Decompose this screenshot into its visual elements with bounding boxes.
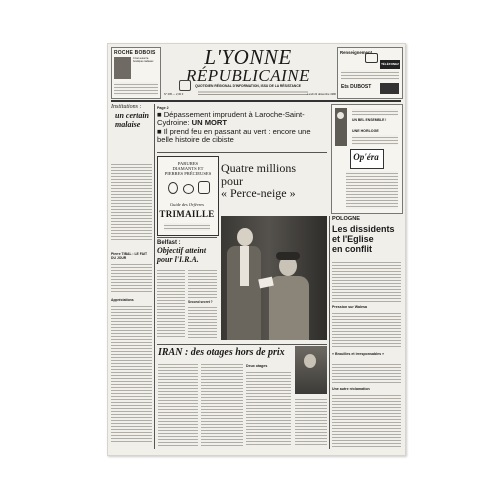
ring-icon (183, 184, 194, 194)
left-col-headline: un certain malaise (115, 111, 150, 129)
belfast-kicker: Belfast : (157, 240, 181, 246)
feature-headline-line2: pour (221, 173, 243, 188)
belfast-subhead: Second secret ? (188, 300, 213, 304)
left-ad-box (111, 47, 161, 99)
poland-kicker: POLOGNE (332, 216, 360, 222)
telephone-icon (365, 53, 378, 63)
right-ad-clock (331, 104, 403, 214)
masthead-title (162, 45, 334, 85)
feature-photo (221, 216, 327, 340)
jewelry-brand: TRIMAILLE (159, 209, 215, 219)
left-ad-text: C'est aussi la boutique cadeaux (133, 57, 154, 63)
feature-headline (221, 162, 327, 200)
feature-headline-line1: Quatre millions (221, 161, 296, 175)
brief-item-2: ■ Il prend feu en passant au vert : encore une belle histoire de cibiste (157, 126, 311, 145)
brooch-icon (198, 181, 210, 194)
jewelry-line2: DIAMANTS ET (172, 166, 204, 171)
brief-item-1-emphasis: UN MORT (191, 118, 228, 128)
brief-item-1: ■ Dépassement imprudent à Laroche-Saint-Cydroine: UN MORT (157, 110, 305, 128)
feature-headline-line3: « Perce-neige » (221, 186, 296, 200)
clock-title: UNE HORLOGE (352, 129, 379, 133)
left-col-section3: Appréciations (111, 298, 134, 302)
jewel-icon (168, 182, 178, 194)
left-col-kicker: Institutions : (111, 104, 142, 110)
dealer-name: Ets DUBOST (341, 84, 372, 90)
jewelry-guide: Guide des Orfèvres (170, 202, 204, 207)
right-ad-top (337, 47, 403, 99)
poland-headline-2: et l'Eglise (332, 234, 374, 244)
iran-headline: IRAN : des otages hors de prix (158, 347, 285, 358)
left-column (111, 104, 152, 449)
masthead-date: Lundi 22 décembre 1980 (307, 93, 336, 96)
clock-face-icon (337, 112, 344, 119)
left-col-section2: Pierre TIBAL : LE FAIT DU JOUR (111, 252, 148, 260)
poland-sub1: Pression sur Walesa (332, 305, 368, 309)
opera-logo: Op'éra (353, 152, 379, 162)
iran-photo-face (304, 354, 316, 368)
poland-sub3: Une autre réclamation (332, 387, 370, 391)
briefs-band (157, 106, 327, 145)
photo-person-left-shirt (240, 246, 249, 286)
poland-headline-1: Les dissidents (332, 224, 395, 234)
belfast-headline-1: Objectif atteint (157, 246, 207, 255)
jewelry-line3: PIERRES PRÉCIEUSES (164, 171, 212, 176)
dealer-logo (380, 83, 399, 94)
photo-person-right-hat (276, 252, 300, 260)
newspaper-front-page (107, 43, 406, 456)
belfast-headline-2: pour l'I.R.A. (157, 254, 199, 264)
belfast-story (157, 240, 217, 340)
right-column (332, 216, 401, 449)
iran-subhead: Deux otages (246, 364, 268, 368)
photo-person-right-body (269, 276, 309, 340)
masthead-title-line1: L'YONNE (204, 45, 292, 69)
masthead-info-lines (198, 90, 308, 95)
left-ad-brand: ROCHE BOBOIS (114, 50, 156, 56)
jewelry-line1: PARURES (177, 161, 199, 166)
photo-person-left-head (237, 228, 253, 246)
right-ad-header: Renseignement (340, 50, 372, 55)
phone-label: TÉLÉFONEZ (381, 62, 399, 66)
briefs-label: Page 2 (157, 106, 169, 110)
brief-bullet-2: ■ (157, 126, 164, 136)
masthead-edition: N° 295 — 2,30 F (164, 93, 184, 96)
poland-headline-3: en conflit (332, 244, 372, 254)
masthead-title-line2: RÉPUBLICAINE (185, 66, 311, 85)
jewelry-ad (157, 156, 219, 236)
brief-bullet-1: ■ (157, 110, 164, 119)
left-ad-image (114, 57, 131, 79)
poland-sub2: « Brouilles et irresponsables » (332, 352, 385, 356)
promo-title: UN BEL ENSEMBLE ! (352, 118, 387, 122)
masthead-subtitle: QUOTIDIEN RÉGIONAL D'INFORMATION, ISSU DE LA RÉSISTANCE (195, 84, 301, 88)
